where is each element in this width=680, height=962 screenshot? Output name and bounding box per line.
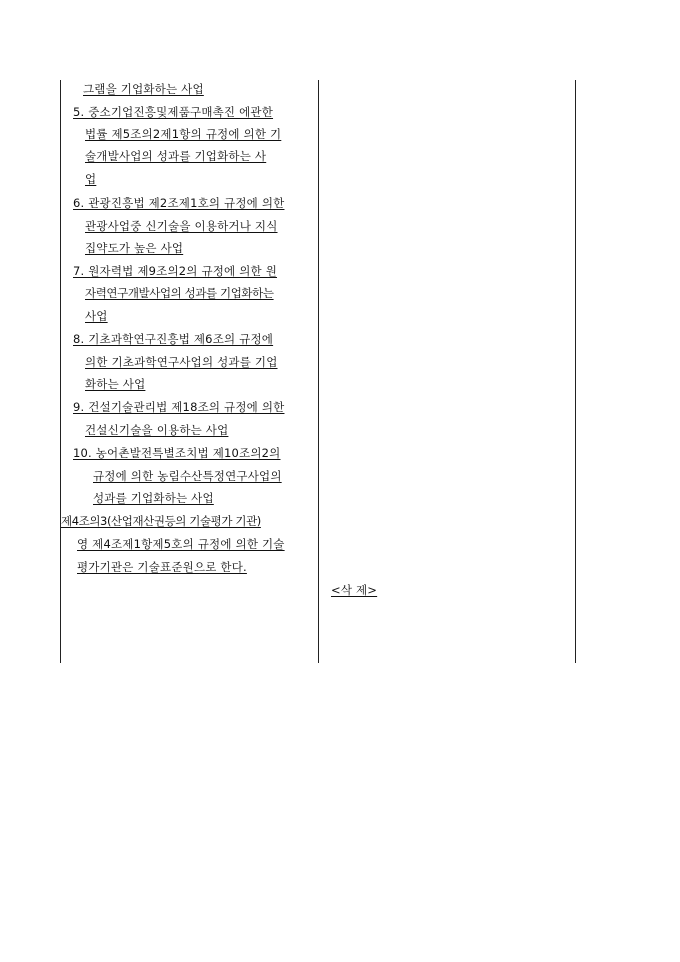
table-border-middle bbox=[318, 80, 319, 663]
text-line: 그램을 기업화하는 사업 bbox=[83, 82, 204, 96]
article-heading: 제4조의3(산업재산권등의 기술평가 기관) bbox=[61, 514, 261, 528]
text-line: 자력연구개발사업의 성과를 기업화하는 bbox=[85, 286, 274, 300]
text-line: 관광사업중 신기술을 이용하거나 지식 bbox=[85, 219, 278, 233]
list-item-9: 9. 건설기술관리법 제18조의 규정에 의한 bbox=[73, 400, 285, 414]
table-border-left bbox=[60, 80, 61, 663]
text-line: 건설신기술을 이용하는 사업 bbox=[85, 423, 229, 437]
text-line: 규정에 의한 농림수산특정연구사업의 bbox=[93, 469, 282, 483]
text-line: 영 제4조제1항제5호의 규정에 의한 기술 bbox=[77, 537, 285, 551]
text-line: 평가기관은 기술표준원으로 한다. bbox=[77, 560, 247, 574]
list-item-6: 6. 관광진흥법 제2조제1호의 규정에 의한 bbox=[73, 196, 285, 210]
text-line: 사업 bbox=[85, 309, 108, 323]
text-line: 법률 제5조의2제1항의 규정에 의한 기 bbox=[85, 127, 282, 141]
deleted-label: <삭 제> bbox=[331, 583, 378, 597]
list-item-8: 8. 기초과학연구진흥법 제6조의 규정에 bbox=[73, 332, 274, 346]
text-line: 성과를 기업화하는 사업 bbox=[93, 491, 214, 505]
text-line: 술개발사업의 성과를 기업화하는 사 bbox=[85, 149, 267, 163]
list-item-5: 5. 중소기업진흥및제품구매촉진 에관한 bbox=[73, 105, 274, 119]
list-item-7: 7. 원자력법 제9조의2의 규정에 의한 원 bbox=[73, 264, 278, 278]
text-line: 업 bbox=[85, 172, 97, 186]
text-line: 화하는 사업 bbox=[85, 377, 146, 391]
text-line: 의한 기초과학연구사업의 성과를 기업 bbox=[85, 355, 278, 369]
table-border-right bbox=[575, 80, 576, 663]
text-line: 집약도가 높은 사업 bbox=[85, 241, 184, 255]
list-item-10: 10. 농어촌발전특별조치법 제10조의2의 bbox=[73, 446, 281, 460]
